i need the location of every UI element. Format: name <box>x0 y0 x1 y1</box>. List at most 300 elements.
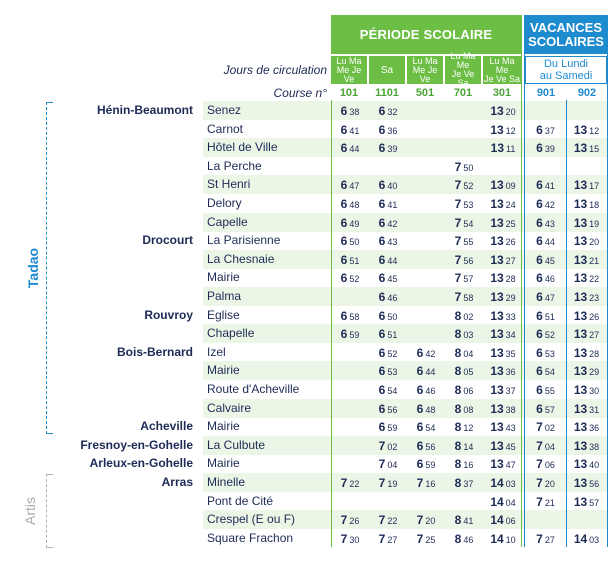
time-hour: 13 <box>490 252 504 267</box>
time-minutes: 33 <box>505 311 516 322</box>
time-minutes: 39 <box>387 143 398 154</box>
time-hour: 13 <box>573 382 588 397</box>
time-minutes: 55 <box>544 385 555 396</box>
time-hour: 14 <box>490 494 504 509</box>
time-minutes: 43 <box>544 218 555 229</box>
time-cell-101 <box>331 454 369 473</box>
days-301-line2: Je Ve Sa <box>483 73 521 84</box>
time-cell-701 <box>445 324 483 343</box>
time-hour: 6 <box>378 419 386 434</box>
periode-scolaire-title: PÉRIODE SCOLAIRE <box>359 27 493 42</box>
time-cell-902 <box>566 120 607 139</box>
time-cell-701 <box>445 157 483 176</box>
time-hour: 8 <box>454 345 462 360</box>
time-hour: 6 <box>378 363 386 378</box>
stop-name: La Parisienne <box>207 233 281 247</box>
time-cell-902 <box>566 361 607 380</box>
time-cell-701 <box>445 361 483 380</box>
time-hour: 6 <box>536 233 543 248</box>
time-minutes: 08 <box>463 404 474 415</box>
time-hour: 6 <box>340 308 348 323</box>
table-row <box>203 417 607 436</box>
time-minutes: 29 <box>505 292 516 303</box>
days-101-line1: Lu Ma <box>336 55 362 66</box>
time-hour: 6 <box>378 215 386 230</box>
town-name: Drocourt <box>142 233 193 247</box>
time-cell-1101 <box>369 454 407 473</box>
time-minutes: 20 <box>505 106 516 117</box>
time-hour: 6 <box>416 401 424 416</box>
time-cell-1101 <box>369 194 407 213</box>
time-minutes: 59 <box>349 329 360 340</box>
time-minutes: 54 <box>425 422 436 433</box>
time-hour: 6 <box>340 103 348 118</box>
stop-name: Senez <box>207 103 242 117</box>
time-cell-101 <box>331 361 369 380</box>
time-hour: 14 <box>573 531 588 546</box>
time-hour: 7 <box>378 475 386 490</box>
time-minutes: 42 <box>425 348 436 359</box>
time-hour: 6 <box>536 363 543 378</box>
stop-name: Route d'Acheville <box>207 382 300 396</box>
du-lundi-text: Du Lundi <box>543 58 589 70</box>
time-cell-101 <box>331 138 369 157</box>
time-hour: 13 <box>490 270 504 285</box>
time-cell-701 <box>445 436 483 455</box>
time-minutes: 57 <box>463 273 474 284</box>
time-cell-1101 <box>369 473 407 492</box>
time-cell-1101 <box>369 343 407 362</box>
time-hour: 7 <box>536 494 543 509</box>
time-minutes: 11 <box>506 143 516 154</box>
time-cell-301 <box>483 510 523 529</box>
time-minutes: 03 <box>589 534 600 545</box>
time-hour: 7 <box>340 531 348 546</box>
vacances-title-line1: VACANCES <box>530 19 602 35</box>
time-minutes: 50 <box>463 162 474 173</box>
time-minutes: 20 <box>425 515 436 526</box>
time-hour: 6 <box>536 326 543 341</box>
time-hour: 13 <box>490 103 504 118</box>
time-cell-501 <box>407 157 445 176</box>
time-minutes: 12 <box>589 125 600 136</box>
town-name: Arleux-en-Gohelle <box>89 456 193 470</box>
time-cell-701 <box>445 250 483 269</box>
time-hour: 7 <box>378 456 386 471</box>
time-minutes: 36 <box>589 422 600 433</box>
time-cell-301 <box>483 417 523 436</box>
separator-vacances-start <box>524 15 525 547</box>
time-minutes: 06 <box>505 515 516 526</box>
table-row <box>203 473 607 492</box>
time-hour: 6 <box>340 140 348 155</box>
time-cell-501 <box>407 436 445 455</box>
vacances-title-line2: SCOLAIRES <box>528 33 604 49</box>
town-name: Bois-Bernard <box>116 345 193 359</box>
time-hour: 13 <box>490 438 504 453</box>
time-cell-901 <box>525 287 566 306</box>
time-minutes: 06 <box>463 385 474 396</box>
time-cell-701 <box>445 101 483 120</box>
time-hour: 13 <box>573 215 588 230</box>
time-hour: 13 <box>490 308 504 323</box>
tadao-bracket <box>46 102 53 434</box>
separator-vacances-end <box>607 15 608 547</box>
time-minutes: 44 <box>544 236 555 247</box>
time-cell-101 <box>331 399 369 418</box>
time-cell-501 <box>407 287 445 306</box>
time-minutes: 56 <box>463 255 474 266</box>
time-cell-701 <box>445 306 483 325</box>
time-hour: 6 <box>378 252 386 267</box>
time-minutes: 36 <box>387 125 398 136</box>
time-hour: 6 <box>340 252 348 267</box>
time-minutes: 24 <box>505 199 516 210</box>
table-row <box>203 101 607 120</box>
time-minutes: 52 <box>349 273 360 284</box>
time-hour: 6 <box>378 345 386 360</box>
time-hour: 13 <box>573 196 588 211</box>
table-row <box>203 306 607 325</box>
time-cell-901 <box>525 268 566 287</box>
time-minutes: 44 <box>349 143 360 154</box>
time-cell-301 <box>483 436 523 455</box>
time-minutes: 02 <box>463 311 474 322</box>
time-cell-101 <box>331 473 369 492</box>
time-cell-902 <box>566 194 607 213</box>
time-cell-901 <box>525 157 566 176</box>
time-hour: 6 <box>536 140 543 155</box>
time-minutes: 53 <box>463 199 474 210</box>
stop-name: La Chesnaie <box>207 252 275 266</box>
time-minutes: 12 <box>505 125 516 136</box>
time-hour: 6 <box>378 401 386 416</box>
time-cell-301 <box>483 361 523 380</box>
time-cell-901 <box>525 175 566 194</box>
time-cell-501 <box>407 492 445 511</box>
time-cell-902 <box>566 213 607 232</box>
time-cell-1101 <box>369 287 407 306</box>
table-row <box>203 287 607 306</box>
time-cell-901 <box>525 231 566 250</box>
time-cell-901 <box>525 510 566 529</box>
time-hour: 6 <box>340 122 348 137</box>
time-cell-301 <box>483 380 523 399</box>
time-cell-901 <box>525 436 566 455</box>
stop-name: La Culbute <box>207 438 266 452</box>
time-cell-501 <box>407 175 445 194</box>
time-hour: 6 <box>536 122 543 137</box>
artis-label: Artis <box>22 497 38 525</box>
time-cell-701 <box>445 473 483 492</box>
table-row <box>203 268 607 287</box>
time-hour: 6 <box>416 363 424 378</box>
time-hour: 13 <box>573 419 588 434</box>
time-minutes: 23 <box>589 292 600 303</box>
time-hour: 7 <box>340 475 348 490</box>
time-cell-902 <box>566 510 607 529</box>
time-minutes: 18 <box>589 199 600 210</box>
time-cell-301 <box>483 213 523 232</box>
course-101: 101 <box>339 86 359 99</box>
time-minutes: 02 <box>387 441 398 452</box>
time-hour: 6 <box>416 456 424 471</box>
time-hour: 13 <box>573 252 588 267</box>
time-minutes: 50 <box>387 311 398 322</box>
time-cell-101 <box>331 231 369 250</box>
time-cell-701 <box>445 454 483 473</box>
time-minutes: 56 <box>387 404 398 415</box>
time-cell-701 <box>445 213 483 232</box>
time-hour: 7 <box>340 512 348 527</box>
time-cell-301 <box>483 268 523 287</box>
time-hour: 13 <box>573 308 588 323</box>
days-301-line1: Lu Ma Me <box>489 55 515 75</box>
time-hour: 13 <box>573 122 588 137</box>
time-hour: 6 <box>340 196 348 211</box>
time-hour: 13 <box>573 401 588 416</box>
time-hour: 6 <box>378 289 386 304</box>
time-cell-701 <box>445 492 483 511</box>
time-minutes: 44 <box>425 366 436 377</box>
time-cell-501 <box>407 454 445 473</box>
time-minutes: 37 <box>505 385 516 396</box>
time-cell-301 <box>483 324 523 343</box>
time-cell-1101 <box>369 417 407 436</box>
time-minutes: 59 <box>387 422 398 433</box>
course-number-label: Course n° <box>273 86 327 100</box>
time-cell-1101 <box>369 399 407 418</box>
time-hour: 14 <box>490 475 504 490</box>
time-hour: 6 <box>378 308 386 323</box>
time-cell-1101 <box>369 361 407 380</box>
time-cell-1101 <box>369 213 407 232</box>
time-minutes: 28 <box>505 273 516 284</box>
days-501-line2: Me Je Ve <box>412 64 438 84</box>
time-cell-101 <box>331 417 369 436</box>
time-cell-301 <box>483 343 523 362</box>
time-minutes: 56 <box>425 441 436 452</box>
time-cell-1101 <box>369 138 407 157</box>
separator-901-902 <box>566 100 567 547</box>
time-cell-902 <box>566 454 607 473</box>
time-minutes: 45 <box>505 441 516 452</box>
time-hour: 13 <box>573 289 588 304</box>
time-hour: 7 <box>454 196 462 211</box>
time-hour: 8 <box>454 382 462 397</box>
time-hour: 8 <box>454 326 462 341</box>
time-minutes: 51 <box>544 311 555 322</box>
time-hour: 7 <box>454 270 462 285</box>
time-cell-902 <box>566 380 607 399</box>
time-hour: 7 <box>454 289 462 304</box>
time-cell-1101 <box>369 324 407 343</box>
time-hour: 6 <box>340 177 348 192</box>
time-cell-1101 <box>369 157 407 176</box>
time-minutes: 37 <box>463 478 474 489</box>
time-minutes: 53 <box>544 348 555 359</box>
time-minutes: 48 <box>349 199 360 210</box>
time-minutes: 31 <box>589 404 600 415</box>
table-row <box>203 213 607 232</box>
stop-name: Mairie <box>207 270 240 284</box>
time-cell-501 <box>407 101 445 120</box>
time-minutes: 54 <box>544 366 555 377</box>
time-hour: 13 <box>490 363 504 378</box>
time-minutes: 55 <box>463 236 474 247</box>
jours-circulation-label: Jours de circulation <box>223 63 327 77</box>
time-minutes: 43 <box>387 236 398 247</box>
time-minutes: 48 <box>425 404 436 415</box>
time-cell-901 <box>525 454 566 473</box>
time-minutes: 54 <box>463 218 474 229</box>
time-hour: 7 <box>378 531 386 546</box>
table-row <box>203 399 607 418</box>
time-cell-501 <box>407 250 445 269</box>
time-cell-701 <box>445 138 483 157</box>
time-hour: 13 <box>490 233 504 248</box>
time-cell-1101 <box>369 510 407 529</box>
table-row <box>203 454 607 473</box>
time-cell-301 <box>483 250 523 269</box>
time-minutes: 04 <box>463 348 474 359</box>
time-hour: 6 <box>378 103 386 118</box>
time-cell-701 <box>445 417 483 436</box>
stop-name: Izel <box>207 345 226 359</box>
time-minutes: 45 <box>544 255 555 266</box>
time-hour: 6 <box>536 345 543 360</box>
time-hour: 7 <box>536 475 543 490</box>
time-hour: 6 <box>378 122 386 137</box>
time-cell-101 <box>331 436 369 455</box>
time-minutes: 50 <box>349 236 360 247</box>
time-cell-902 <box>566 306 607 325</box>
time-cell-902 <box>566 268 607 287</box>
time-hour: 6 <box>536 401 543 416</box>
time-cell-1101 <box>369 231 407 250</box>
time-cell-101 <box>331 250 369 269</box>
time-minutes: 43 <box>505 422 516 433</box>
time-cell-301 <box>483 306 523 325</box>
time-minutes: 58 <box>349 311 360 322</box>
time-hour: 7 <box>378 438 386 453</box>
stop-name: Minelle <box>207 475 246 489</box>
time-cell-101 <box>331 380 369 399</box>
time-minutes: 56 <box>589 478 600 489</box>
time-hour: 13 <box>573 438 588 453</box>
time-cell-1101 <box>369 175 407 194</box>
time-minutes: 03 <box>463 329 474 340</box>
time-minutes: 10 <box>505 534 516 545</box>
stop-name: St Henri <box>207 177 251 191</box>
time-minutes: 35 <box>505 348 516 359</box>
time-hour: 6 <box>536 382 543 397</box>
time-minutes: 40 <box>387 180 398 191</box>
time-hour: 7 <box>536 456 543 471</box>
time-cell-101 <box>331 101 369 120</box>
time-hour: 7 <box>416 475 424 490</box>
days-501-line1: Lu Ma <box>412 55 438 66</box>
time-cell-101 <box>331 492 369 511</box>
time-hour: 13 <box>573 177 588 192</box>
time-hour: 13 <box>490 215 504 230</box>
time-cell-501 <box>407 529 445 548</box>
time-minutes: 58 <box>463 292 474 303</box>
time-cell-901 <box>525 324 566 343</box>
table-row <box>203 492 607 511</box>
time-hour: 6 <box>536 177 543 192</box>
time-cell-701 <box>445 529 483 548</box>
time-hour: 6 <box>536 289 543 304</box>
stop-name: Crespel (E ou F) <box>207 512 296 526</box>
course-901: 901 <box>536 86 556 99</box>
time-hour: 7 <box>378 512 386 527</box>
time-cell-902 <box>566 399 607 418</box>
time-hour: 8 <box>454 363 462 378</box>
town-name: Acheville <box>140 419 193 433</box>
stop-name: Palma <box>207 289 242 303</box>
stop-name: Hôtel de Ville <box>207 140 278 154</box>
stop-name: Calvaire <box>207 401 252 415</box>
time-cell-301 <box>483 454 523 473</box>
time-cell-101 <box>331 324 369 343</box>
time-cell-901 <box>525 306 566 325</box>
time-minutes: 25 <box>505 218 516 229</box>
time-minutes: 22 <box>387 515 398 526</box>
stop-name: Chapelle <box>207 326 255 340</box>
time-minutes: 38 <box>505 404 516 415</box>
time-cell-902 <box>566 157 607 176</box>
table-row <box>203 250 607 269</box>
time-cell-901 <box>525 120 566 139</box>
time-hour: 13 <box>490 401 504 416</box>
time-hour: 13 <box>573 270 588 285</box>
time-minutes: 04 <box>505 497 516 508</box>
course-501: 501 <box>415 86 435 99</box>
time-cell-501 <box>407 138 445 157</box>
time-cell-301 <box>483 175 523 194</box>
table-row <box>203 343 607 362</box>
time-cell-701 <box>445 194 483 213</box>
time-cell-1101 <box>369 101 407 120</box>
time-minutes: 30 <box>589 385 600 396</box>
time-cell-701 <box>445 120 483 139</box>
time-cell-301 <box>483 138 523 157</box>
time-cell-101 <box>331 510 369 529</box>
time-hour: 6 <box>416 345 424 360</box>
time-cell-301 <box>483 157 523 176</box>
time-minutes: 26 <box>589 311 600 322</box>
time-minutes: 04 <box>387 459 398 470</box>
time-cell-101 <box>331 157 369 176</box>
time-cell-1101 <box>369 250 407 269</box>
time-hour: 6 <box>416 382 424 397</box>
time-hour: 6 <box>378 326 386 341</box>
course-902: 902 <box>577 86 597 99</box>
time-minutes: 36 <box>505 366 516 377</box>
time-cell-501 <box>407 231 445 250</box>
time-cell-901 <box>525 492 566 511</box>
town-name: Rouvroy <box>144 308 193 322</box>
time-minutes: 19 <box>387 478 398 489</box>
time-minutes: 39 <box>544 143 555 154</box>
time-minutes: 41 <box>463 515 474 526</box>
time-cell-701 <box>445 268 483 287</box>
time-hour: 13 <box>490 140 504 155</box>
time-hour: 13 <box>573 345 588 360</box>
time-hour: 6 <box>378 270 386 285</box>
time-hour: 7 <box>454 252 462 267</box>
